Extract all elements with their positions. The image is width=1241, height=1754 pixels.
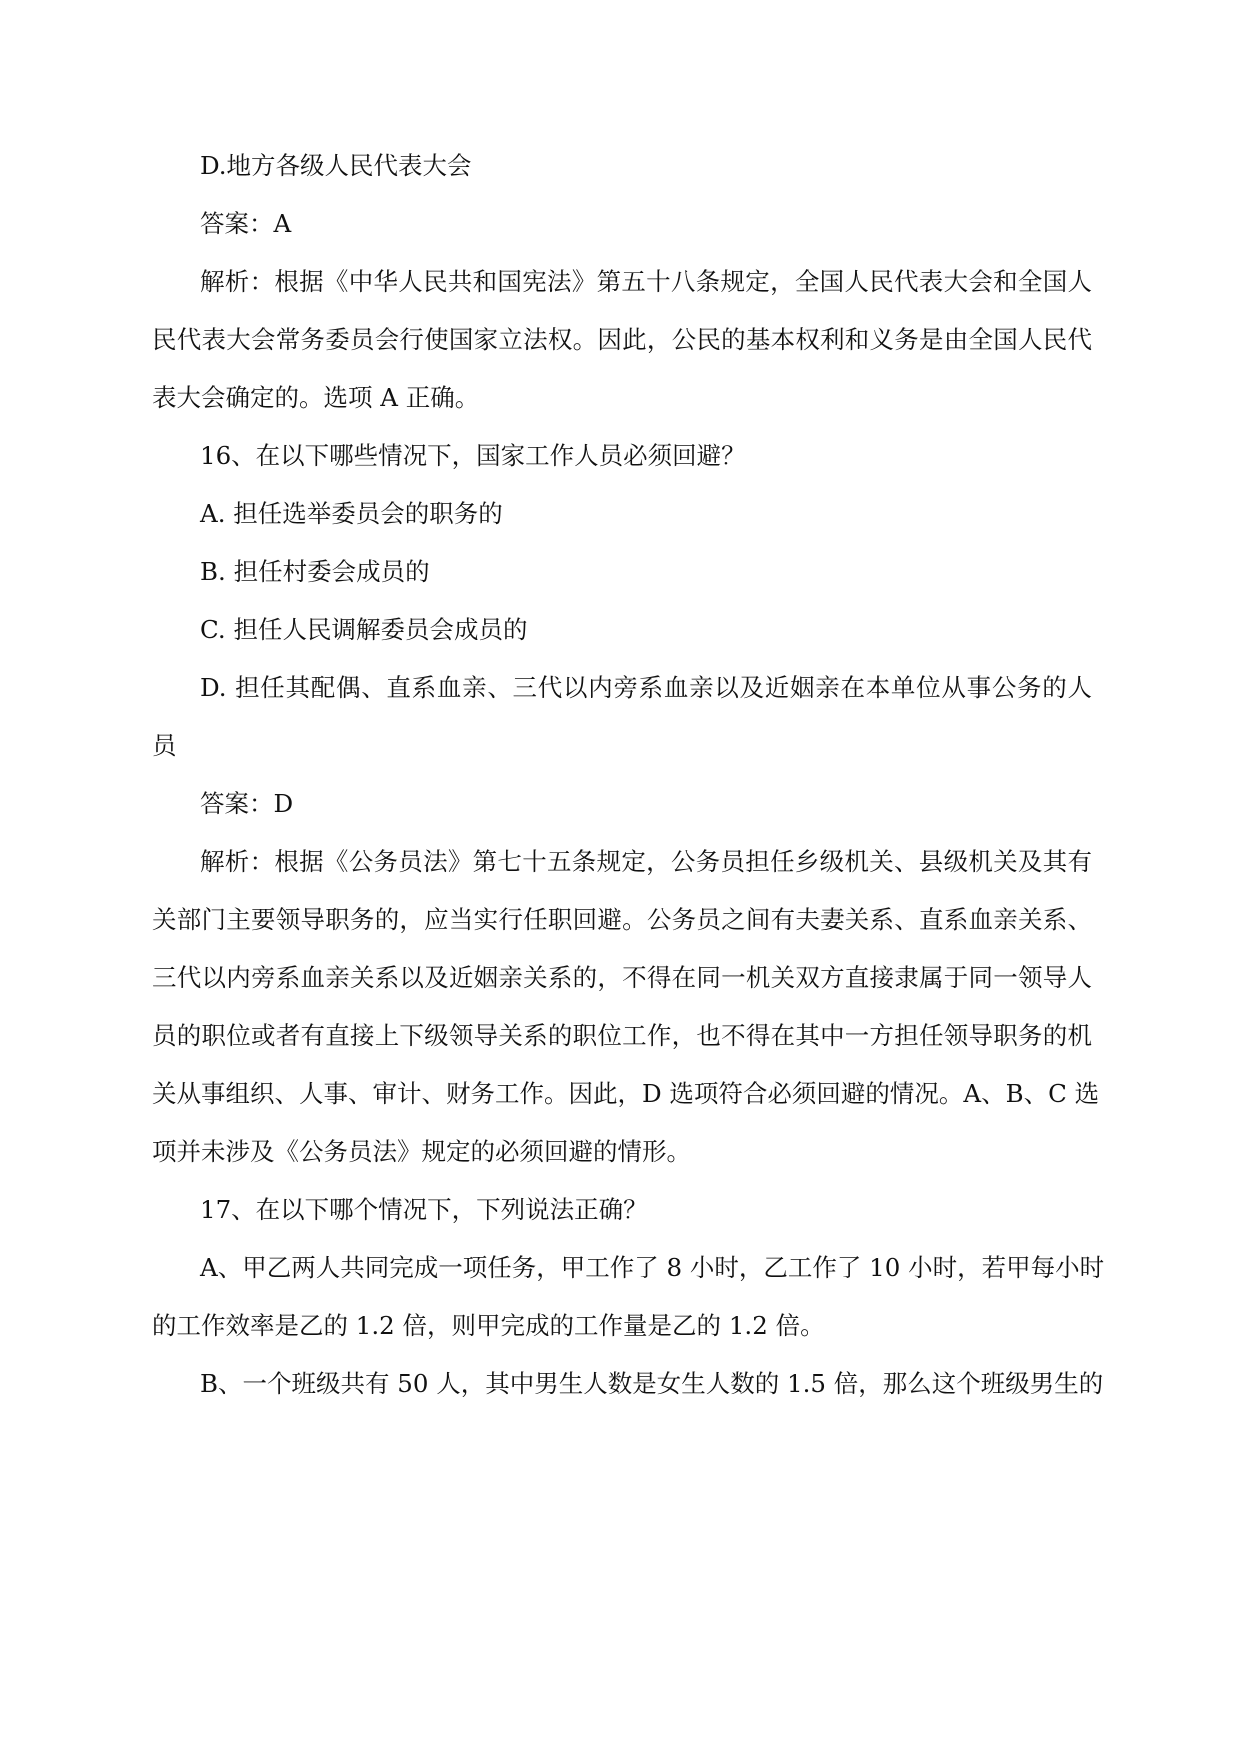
q16-option-d-line: 员: [152, 731, 177, 760]
q16-analysis-line: 关从事组织、人事、审计、财务工作。因此，D 选项符合必须回避的情况。A、B、C 选: [152, 1079, 1100, 1108]
q16-option-c: C. 担任人民调解委员会成员的: [200, 615, 528, 644]
q17-option-a-line: 的工作效率是乙的 1.2 倍，则甲完成的工作量是乙的 1.2 倍。: [152, 1311, 825, 1340]
q17-option-b-line: B、一个班级共有 50 人，其中男生人数是女生人数的 1.5 倍，那么这个班级男生的: [200, 1369, 1104, 1398]
q16-analysis-line: 员的职位或者有直接上下级领导关系的职位工作，也不得在其中一方担任领导职务的机: [152, 1021, 1092, 1050]
q15-answer: 答案：A: [200, 209, 292, 238]
q17-question: 17、在以下哪个情况下，下列说法正确？: [200, 1195, 648, 1224]
q16-analysis-line: 解析：根据《公务员法》第七十五条规定，公务员担任乡级机关、县级机关及其有: [200, 847, 1092, 876]
q15-analysis-line: 表大会确定的。选项 A 正确。: [152, 383, 480, 412]
q15-option-d: D.地方各级人民代表大会: [200, 151, 472, 180]
q16-question: 16、在以下哪些情况下，国家工作人员必须回避？: [200, 441, 746, 470]
q16-analysis-line: 项并未涉及《公务员法》规定的必须回避的情形。: [152, 1137, 691, 1166]
q16-option-a: A. 担任选举委员会的职务的: [200, 499, 503, 528]
q16-answer: 答案：D: [200, 789, 294, 818]
q16-analysis-line: 三代以内旁系血亲关系以及近姻亲关系的，不得在同一机关双方直接隶属于同一领导人: [152, 963, 1092, 992]
q15-analysis-line: 民代表大会常务委员会行使国家立法权。因此，公民的基本权利和义务是由全国人民代: [152, 325, 1092, 354]
q15-analysis-line: 解析：根据《中华人民共和国宪法》第五十八条规定，全国人民代表大会和全国人: [200, 267, 1092, 296]
q16-option-d-line: D. 担任其配偶、直系血亲、三代以内旁系血亲以及近姻亲在本单位从事公务的人: [200, 673, 1092, 702]
q17-option-a-line: A、甲乙两人共同完成一项任务，甲工作了 8 小时，乙工作了 10 小时，若甲每小时: [200, 1253, 1105, 1282]
q16-option-b: B. 担任村委会成员的: [200, 557, 430, 586]
q16-analysis-line: 关部门主要领导职务的，应当实行任职回避。公务员之间有夫妻关系、直系血亲关系、: [152, 905, 1092, 934]
